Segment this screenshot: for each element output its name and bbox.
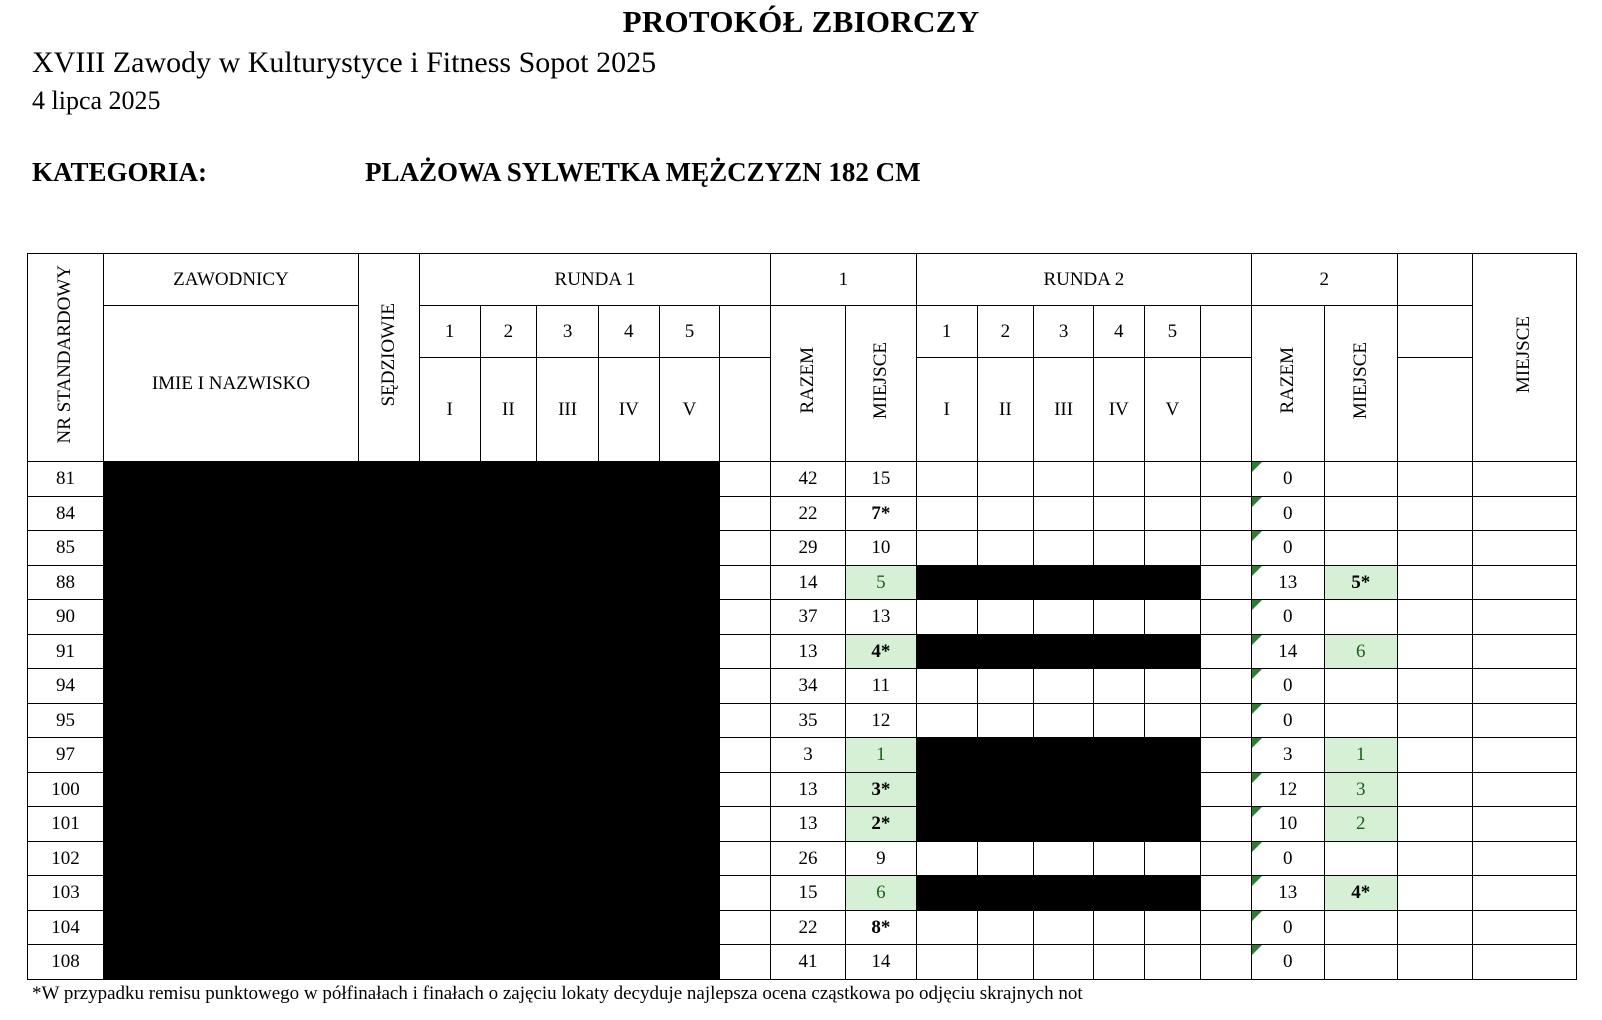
cell-r2-judge	[977, 945, 1034, 980]
cell-final-place	[1472, 496, 1576, 531]
cell-r1-total: 35	[771, 703, 846, 738]
cell-r1-place: 8*	[845, 910, 916, 945]
cell-r1-place: 13	[845, 600, 916, 635]
cell-r2-judge	[1144, 703, 1201, 738]
cell-r2-total: 0	[1251, 496, 1324, 531]
judge-num-r2: 5	[1144, 306, 1201, 358]
cell-r1-place: 7*	[845, 496, 916, 531]
judge-roman-r1: III	[537, 358, 599, 462]
cell-r2-judge	[1034, 945, 1094, 980]
cell-r2-judge	[977, 703, 1034, 738]
judge-roman-blank-r2	[1201, 358, 1252, 462]
cell-r1-extra	[720, 910, 771, 945]
cell-extra	[1397, 600, 1472, 635]
table-row	[28, 462, 1577, 497]
cell-final-place	[1472, 945, 1576, 980]
cell-r2-place	[1324, 496, 1397, 531]
judge-num-r2: 2	[977, 306, 1034, 358]
cell-extra	[1397, 462, 1472, 497]
cell-r1-extra	[720, 772, 771, 807]
judge-blank-r1	[720, 306, 771, 358]
redacted-block-r2	[916, 565, 1200, 600]
cell-r1-extra	[720, 738, 771, 773]
cell-r2-judge	[1093, 531, 1144, 566]
cell-r1-place: 11	[845, 669, 916, 704]
cell-nr: 100	[28, 772, 104, 807]
cell-r1-total: 15	[771, 876, 846, 911]
judge-roman-r1: II	[480, 358, 537, 462]
header-r2-razem	[1251, 306, 1324, 462]
cell-r2-judge	[1093, 496, 1144, 531]
cell-final-place	[1472, 876, 1576, 911]
cell-r2-judge	[977, 669, 1034, 704]
cell-r2-total: 3	[1251, 738, 1324, 773]
cell-r1-total: 13	[771, 634, 846, 669]
cell-r2-judge	[1034, 910, 1094, 945]
cell-r2-extra	[1201, 807, 1252, 842]
cell-nr: 97	[28, 738, 104, 773]
header-r1-total-group: 1	[771, 254, 917, 306]
cell-nr: 103	[28, 876, 104, 911]
cell-r1-extra	[720, 841, 771, 876]
redacted-block-r2	[916, 876, 1200, 911]
header-r1-razem-label: RAZEM	[796, 347, 818, 414]
cell-r1-total: 26	[771, 841, 846, 876]
cell-r2-judge	[1093, 669, 1144, 704]
cell-r1-total: 42	[771, 462, 846, 497]
cell-nr: 91	[28, 634, 104, 669]
header-runda2: RUNDA 2	[916, 254, 1251, 306]
judge-roman-r2: II	[977, 358, 1034, 462]
category-label: KATEGORIA:	[32, 157, 208, 187]
cell-r2-judge	[1034, 841, 1094, 876]
cell-r2-judge	[916, 910, 977, 945]
document-title: PROTOKÓŁ ZBIORCZY	[622, 4, 980, 39]
cell-r2-place	[1324, 531, 1397, 566]
cell-final-place	[1472, 772, 1576, 807]
category-value: PLAŻOWA SYLWETKA MĘŻCZYZN 182 CM	[365, 157, 921, 187]
cell-r2-judge	[1034, 703, 1094, 738]
header-nr-label: NR STANDARDOWY	[54, 265, 76, 444]
cell-extra	[1397, 703, 1472, 738]
cell-final-place	[1472, 600, 1576, 635]
header-r2-miejsce-label: MIEJSCE	[1349, 341, 1371, 420]
judge-num-r1: 1	[419, 306, 480, 358]
redacted-block-r2	[916, 807, 1200, 842]
cell-r2-total: 0	[1251, 669, 1324, 704]
cell-r2-judge	[1034, 462, 1094, 497]
cell-r1-place: 12	[845, 703, 916, 738]
cell-r2-extra	[1201, 634, 1252, 669]
cell-r1-total: 22	[771, 496, 846, 531]
cell-r2-total: 12	[1251, 772, 1324, 807]
cell-r2-judge	[916, 945, 977, 980]
cell-r2-total: 14	[1251, 634, 1324, 669]
judge-num-r2: 3	[1034, 306, 1094, 358]
cell-r2-place: 6	[1324, 634, 1397, 669]
cell-final-place	[1472, 462, 1576, 497]
cell-r1-place: 2*	[845, 807, 916, 842]
header-zawodnicy: ZAWODNICY	[103, 254, 358, 306]
cell-r2-place: 5*	[1324, 565, 1397, 600]
redacted-block-r2	[916, 634, 1200, 669]
cell-nr: 102	[28, 841, 104, 876]
cell-r1-place: 1	[845, 738, 916, 773]
cell-nr: 81	[28, 462, 104, 497]
judge-num-r1: 4	[598, 306, 659, 358]
cell-final-place	[1472, 634, 1576, 669]
cell-r2-judge	[1034, 669, 1094, 704]
judge-roman-r2: V	[1144, 358, 1201, 462]
cell-r2-judge	[1093, 841, 1144, 876]
cell-r2-place: 2	[1324, 807, 1397, 842]
header-r2-total-group: 2	[1251, 254, 1397, 306]
cell-extra	[1397, 531, 1472, 566]
cell-r2-judge	[916, 462, 977, 497]
cell-r2-judge	[1093, 703, 1144, 738]
cell-r2-judge	[1034, 496, 1094, 531]
cell-final-place	[1472, 531, 1576, 566]
cell-r2-place	[1324, 703, 1397, 738]
cell-r2-place: 1	[1324, 738, 1397, 773]
cell-extra	[1397, 807, 1472, 842]
cell-r2-judge	[916, 669, 977, 704]
cell-r2-judge	[1144, 910, 1201, 945]
header-final-miejsce	[1472, 254, 1576, 462]
cell-nr: 108	[28, 945, 104, 980]
header-blank-a	[1397, 254, 1472, 306]
cell-r1-extra	[720, 807, 771, 842]
cell-final-place	[1472, 841, 1576, 876]
cell-r1-extra	[720, 496, 771, 531]
cell-r2-judge	[977, 531, 1034, 566]
cell-r2-extra	[1201, 565, 1252, 600]
cell-r2-judge	[916, 703, 977, 738]
cell-r2-extra	[1201, 876, 1252, 911]
cell-r2-judge	[916, 841, 977, 876]
cell-r1-total: 13	[771, 772, 846, 807]
cell-nr: 104	[28, 910, 104, 945]
cell-extra	[1397, 565, 1472, 600]
cell-r2-extra	[1201, 462, 1252, 497]
cell-r2-judge	[977, 462, 1034, 497]
header-final-miejsce-label: MIEJSCE	[1513, 315, 1535, 394]
cell-r2-judge	[1093, 600, 1144, 635]
cell-r1-extra	[720, 462, 771, 497]
cell-r2-judge	[916, 496, 977, 531]
redacted-block-r2	[916, 738, 1200, 773]
cell-r1-place: 3*	[845, 772, 916, 807]
results-table	[27, 253, 1577, 980]
header-r2-miejsce	[1324, 306, 1397, 462]
cell-r1-total: 29	[771, 531, 846, 566]
header-r2-razem-label: RAZEM	[1276, 347, 1298, 414]
cell-r2-total: 0	[1251, 910, 1324, 945]
cell-r1-total: 22	[771, 910, 846, 945]
cell-r2-place: 3	[1324, 772, 1397, 807]
cell-final-place	[1472, 565, 1576, 600]
cell-r2-judge	[1144, 531, 1201, 566]
cell-nr: 88	[28, 565, 104, 600]
judge-roman-r2: I	[916, 358, 977, 462]
cell-r2-extra	[1201, 496, 1252, 531]
cell-extra	[1397, 634, 1472, 669]
cell-r2-extra	[1201, 703, 1252, 738]
cell-r1-extra	[720, 565, 771, 600]
judge-num-r2: 1	[916, 306, 977, 358]
cell-r1-place: 14	[845, 945, 916, 980]
cell-r2-extra	[1201, 910, 1252, 945]
cell-r2-judge	[977, 910, 1034, 945]
judge-blank-r2	[1201, 306, 1252, 358]
header-sedziowie-label: SĘDZIOWIE	[377, 302, 399, 407]
cell-r2-total: 0	[1251, 462, 1324, 497]
cell-r2-extra	[1201, 945, 1252, 980]
cell-final-place	[1472, 807, 1576, 842]
cell-extra	[1397, 910, 1472, 945]
header-sedziowie	[359, 254, 420, 462]
judge-roman-r1: I	[419, 358, 480, 462]
judge-roman-blank-r1	[720, 358, 771, 462]
header-r1-miejsce-label: MIEJSCE	[869, 341, 891, 420]
cell-nr: 84	[28, 496, 104, 531]
cell-extra	[1397, 738, 1472, 773]
redacted-block-r2	[916, 772, 1200, 807]
header-blank-c	[1397, 358, 1472, 462]
cell-r2-place	[1324, 600, 1397, 635]
judge-num-r2: 4	[1093, 306, 1144, 358]
cell-r2-judge	[977, 496, 1034, 531]
cell-r2-total: 0	[1251, 600, 1324, 635]
cell-final-place	[1472, 910, 1576, 945]
cell-r2-place	[1324, 462, 1397, 497]
event-date: 4 lipca 2025	[32, 86, 161, 115]
cell-r2-judge	[1093, 945, 1144, 980]
header-r1-razem	[771, 306, 846, 462]
cell-r1-total: 34	[771, 669, 846, 704]
judge-roman-r2: IV	[1093, 358, 1144, 462]
cell-r1-extra	[720, 945, 771, 980]
header-r1-miejsce	[845, 306, 916, 462]
cell-nr: 101	[28, 807, 104, 842]
cell-r1-extra	[720, 531, 771, 566]
judge-roman-r1: V	[659, 358, 720, 462]
cell-r2-place	[1324, 910, 1397, 945]
cell-r1-place: 6	[845, 876, 916, 911]
footnote: *W przypadku remisu punktowego w półfinałach i finałach o zajęciu lokaty decyduje najlepsza ocena cząstkowa po odjęciu skrajnych not	[32, 983, 1083, 1004]
cell-r2-total: 13	[1251, 876, 1324, 911]
cell-r1-total: 14	[771, 565, 846, 600]
cell-r2-extra	[1201, 772, 1252, 807]
cell-extra	[1397, 496, 1472, 531]
cell-r2-judge	[1144, 496, 1201, 531]
header-nr	[28, 254, 104, 462]
cell-r2-total: 0	[1251, 703, 1324, 738]
cell-extra	[1397, 669, 1472, 704]
cell-r2-extra	[1201, 841, 1252, 876]
cell-r2-judge	[977, 600, 1034, 635]
cell-r1-extra	[720, 876, 771, 911]
cell-r1-place: 4*	[845, 634, 916, 669]
cell-r2-extra	[1201, 531, 1252, 566]
cell-r2-extra	[1201, 600, 1252, 635]
cell-r2-judge	[1034, 600, 1094, 635]
cell-r1-total: 41	[771, 945, 846, 980]
cell-r2-judge	[1144, 600, 1201, 635]
cell-r1-total: 13	[771, 807, 846, 842]
cell-r1-total: 3	[771, 738, 846, 773]
judge-num-r1: 3	[537, 306, 599, 358]
cell-r2-place	[1324, 669, 1397, 704]
cell-extra	[1397, 841, 1472, 876]
cell-r1-extra	[720, 600, 771, 635]
cell-r2-judge	[977, 841, 1034, 876]
judge-num-r1: 5	[659, 306, 720, 358]
cell-r2-judge	[1093, 910, 1144, 945]
cell-extra	[1397, 876, 1472, 911]
cell-r2-judge	[1144, 669, 1201, 704]
cell-r1-total: 37	[771, 600, 846, 635]
cell-r1-place: 5	[845, 565, 916, 600]
judge-roman-r2: III	[1034, 358, 1094, 462]
cell-extra	[1397, 945, 1472, 980]
header-blank-b	[1397, 306, 1472, 358]
cell-final-place	[1472, 669, 1576, 704]
judge-roman-r1: IV	[598, 358, 659, 462]
cell-r2-total: 0	[1251, 531, 1324, 566]
cell-r2-extra	[1201, 669, 1252, 704]
cell-r1-extra	[720, 634, 771, 669]
header-imie: IMIE I NAZWISKO	[103, 306, 358, 462]
cell-r2-judge	[916, 600, 977, 635]
cell-r2-place: 4*	[1324, 876, 1397, 911]
cell-r2-total: 0	[1251, 841, 1324, 876]
cell-r1-place: 9	[845, 841, 916, 876]
cell-r1-extra	[720, 669, 771, 704]
cell-r2-judge	[1144, 462, 1201, 497]
cell-r2-judge	[1034, 531, 1094, 566]
judge-num-r1: 2	[480, 306, 537, 358]
cell-nr: 94	[28, 669, 104, 704]
cell-r2-judge	[916, 531, 977, 566]
cell-r1-place: 10	[845, 531, 916, 566]
cell-r2-total: 0	[1251, 945, 1324, 980]
cell-r2-place	[1324, 945, 1397, 980]
cell-r2-place	[1324, 841, 1397, 876]
cell-nr: 85	[28, 531, 104, 566]
redacted-block-r1	[103, 462, 719, 980]
cell-extra	[1397, 772, 1472, 807]
cell-nr: 90	[28, 600, 104, 635]
cell-r2-total: 13	[1251, 565, 1324, 600]
cell-r2-judge	[1144, 945, 1201, 980]
cell-r1-extra	[720, 703, 771, 738]
cell-r2-judge	[1144, 841, 1201, 876]
cell-r2-extra	[1201, 738, 1252, 773]
cell-r2-judge	[1093, 462, 1144, 497]
event-name: XVIII Zawody w Kulturystyce i Fitness Sopot 2025	[32, 46, 657, 79]
cell-r1-place: 15	[845, 462, 916, 497]
cell-final-place	[1472, 738, 1576, 773]
cell-final-place	[1472, 703, 1576, 738]
cell-nr: 95	[28, 703, 104, 738]
header-runda1: RUNDA 1	[419, 254, 770, 306]
cell-r2-total: 10	[1251, 807, 1324, 842]
